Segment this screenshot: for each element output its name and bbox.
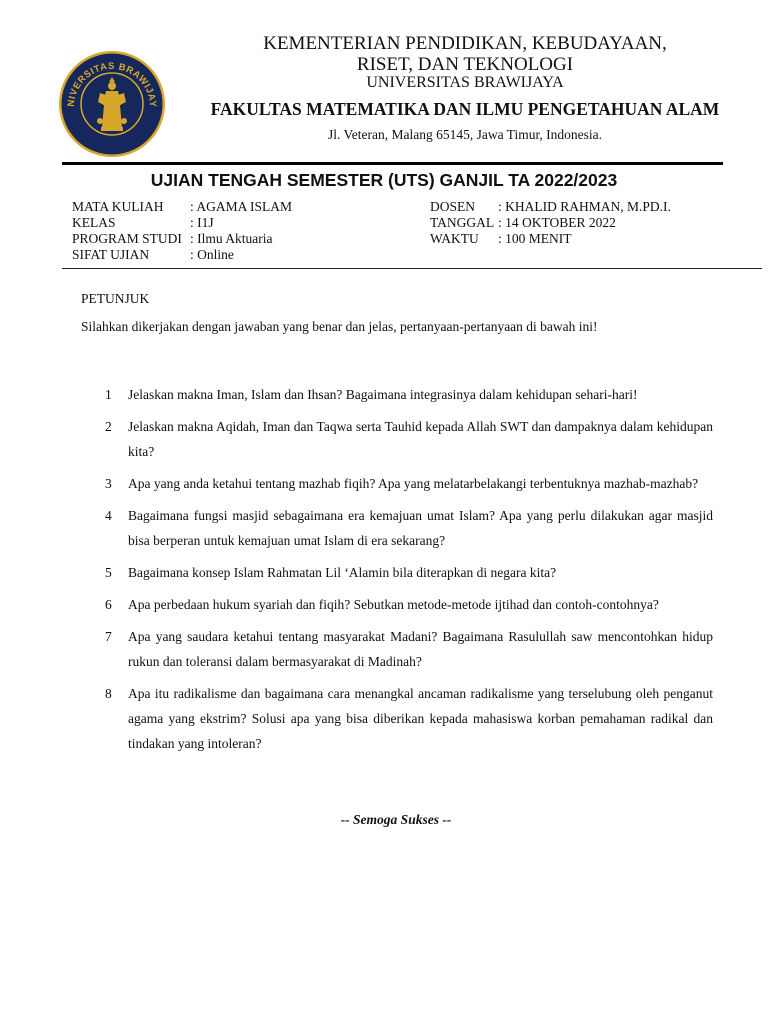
info-row-kelas: [72, 215, 292, 231]
question-item: [98, 624, 713, 674]
question-number: 1: [105, 387, 112, 402]
info-row-tanggal: [430, 215, 671, 231]
question-text: Apa yang saudara ketahui tentang masyarakat Madani? Bagaimana Rasulullah saw mencontohkan hidup rukun dan toleransi dalam bermasyarakat di Madinah?: [128, 629, 713, 669]
info-label: PROGRAM STUDI: [72, 231, 182, 246]
question-item: [98, 592, 713, 617]
question-number: 6: [105, 597, 112, 612]
exam-info-right: [430, 199, 671, 247]
header-divider: [62, 162, 723, 165]
info-label: MATA KULIAH: [72, 199, 164, 214]
instructions-heading: PETUNJUK: [81, 291, 150, 306]
logo-text: NIVERSITAS BRAWIJAY: [65, 60, 159, 108]
question-text: Apa yang anda ketahui tentang mazhab fiqih? Apa yang melatarbelakangi terbentuknya mazhab-mazhab?: [128, 476, 699, 491]
question-text: Jelaskan makna Iman, Islam dan Ihsan? Bagaimana integrasinya dalam kehidupan sehari-hari!: [128, 387, 638, 402]
question-text: Bagaimana konsep Islam Rahmatan Lil ‘Alamin bila diterapkan di negara kita?: [128, 565, 557, 580]
exam-info-left: [72, 199, 292, 263]
info-value: : Ilmu Aktuaria: [190, 231, 273, 246]
university-name: UNIVERSITAS BRAWIJAYA: [366, 74, 564, 91]
question-item: [98, 471, 713, 496]
question-number: 2: [105, 419, 112, 434]
faculty-name: FAKULTAS MATEMATIKA DAN ILMU PENGETAHUAN ALAM: [210, 99, 720, 119]
question-item: [98, 503, 713, 553]
ministry-line-2: RISET, DAN TEKNOLOGI: [356, 54, 574, 75]
question-list: [98, 382, 713, 763]
closing-remark: -- Semoga Sukses --: [340, 812, 452, 827]
ministry-line-1: KEMENTERIAN PENDIDIKAN, KEBUDAYAAN,: [263, 33, 667, 54]
exam-title: UJIAN TENGAH SEMESTER (UTS) GANJIL TA 2022/2023: [150, 170, 618, 190]
info-value: : 100 MENIT: [498, 231, 572, 246]
info-row-waktu: [430, 231, 671, 247]
question-text: Bagaimana fungsi masjid sebagaimana era kemajuan umat Islam? Apa yang perlu dilakukan agar masjid bisa berperan untuk kemajuan umat Islam di era sekarang?: [128, 508, 713, 548]
info-row-dosen: [430, 199, 671, 215]
question-number: 4: [105, 508, 112, 523]
question-text: Apa perbedaan hukum syariah dan fiqih? Sebutkan metode-metode ijtihad dan contoh-contohnya?: [128, 597, 659, 612]
info-value: : KHALID RAHMAN, M.PD.I.: [498, 199, 671, 214]
info-label: KELAS: [72, 215, 116, 230]
question-item: [98, 414, 713, 464]
info-label: WAKTU: [430, 231, 479, 246]
info-row-sifat-ujian: [72, 247, 292, 263]
question-number: 3: [105, 476, 112, 491]
question-item: [98, 382, 713, 407]
brawijaya-emblem-icon: [57, 49, 167, 159]
info-value: : Online: [190, 247, 234, 262]
question-text: Jelaskan makna Aqidah, Iman dan Taqwa serta Tauhid kepada Allah SWT dan dampaknya dalam kehidupan kita?: [128, 419, 713, 459]
info-value: : AGAMA ISLAM: [190, 199, 293, 214]
info-label: SIFAT UJIAN: [72, 247, 150, 262]
info-row-program-studi: [72, 231, 292, 247]
info-value: : 14 OKTOBER 2022: [498, 215, 616, 230]
ministry-name: [170, 33, 760, 75]
info-divider: [62, 268, 762, 269]
question-text: Apa itu radikalisme dan bagaimana cara menangkal ancaman radikalisme yang terselubung oleh penganut agama yang ekstrim? Solusi apa yang bisa diberikan kepada mahasiswa korban pemahaman radikal dan tindakan yang intoleran?: [128, 686, 713, 751]
question-number: 5: [105, 565, 112, 580]
question-item: [98, 560, 713, 585]
faculty-address: Jl. Veteran, Malang 65145, Jawa Timur, Indonesia.: [327, 127, 603, 142]
question-item: [98, 681, 713, 756]
question-number: 8: [105, 686, 112, 701]
instructions-text: Silahkan dikerjakan dengan jawaban yang benar dan jelas, pertanyaan-pertanyaan di bawah ini!: [81, 319, 598, 334]
university-logo: [57, 49, 167, 159]
question-number: 7: [105, 629, 112, 644]
info-value: : I1J: [190, 215, 214, 230]
info-row-mata-kuliah: [72, 199, 292, 215]
info-label: TANGGAL: [430, 215, 495, 230]
info-label: DOSEN: [430, 199, 476, 214]
